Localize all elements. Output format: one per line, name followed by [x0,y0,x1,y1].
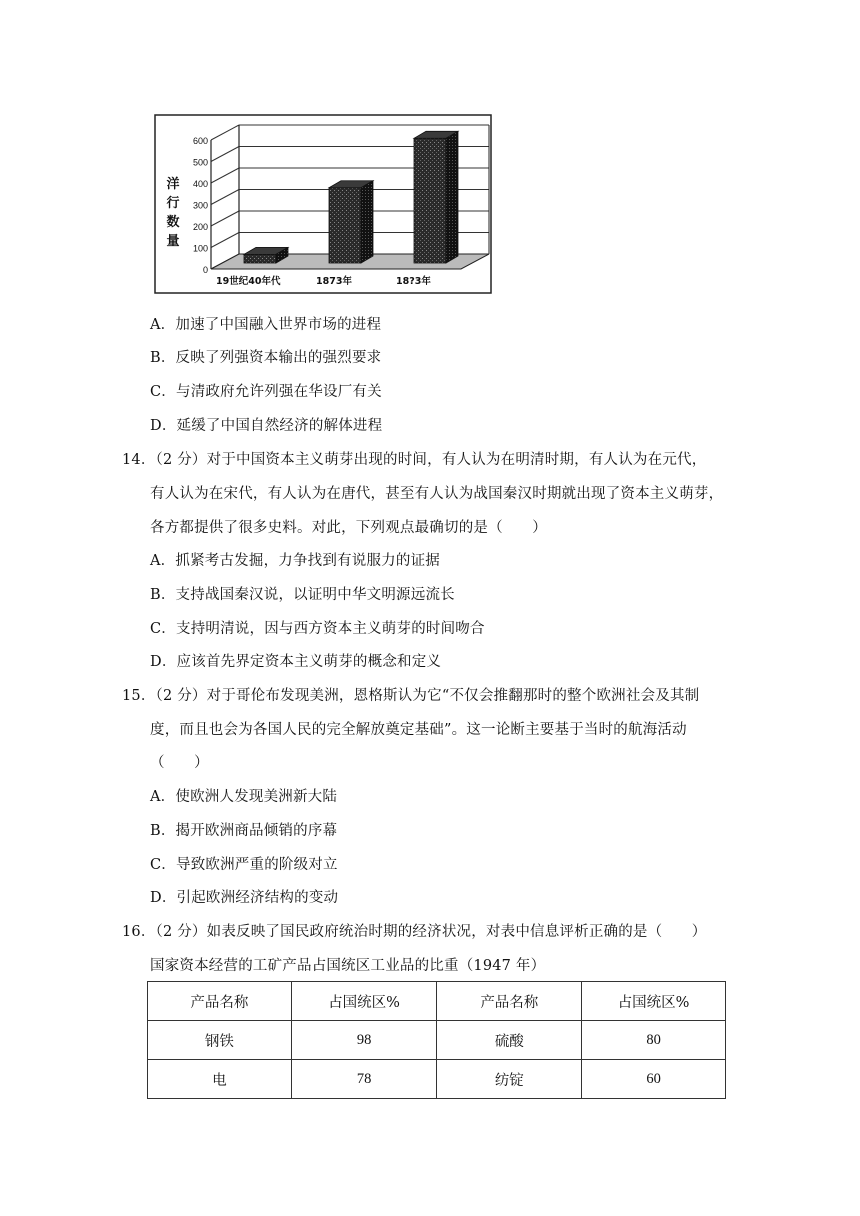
y-tick-label: 0 [202,265,208,275]
y-axis-label-char: 数 [166,215,180,230]
table-cell: 98 [291,1021,437,1060]
table-cell: 80 [582,1021,726,1060]
bar-side-1 [361,181,373,263]
table-header-cell: 占国统区% [291,982,437,1021]
x-tick-label: 18?3年 [396,276,431,287]
q14-stem-line-2: 有人认为在宋代，有人认为在唐代，甚至有人认为战国秦汉时期就出现了资本主义萌芽， [150,486,724,502]
q14-stem-line-3: 各方都提供了很多史料。对此，下列观点最确切的是（ ） [150,520,547,536]
table-cell: 硫酸 [437,1021,582,1060]
table-cell: 电 [148,1060,292,1099]
y-axis-label-char: 量 [166,234,180,249]
table-header-row [148,982,726,1021]
table-header-cell: 产品名称 [437,982,582,1021]
foreign-firms-bar-chart [154,114,492,294]
bar-side-2 [446,131,458,263]
q14-option-c: C．支持明清说，因与西方资本主义萌芽的时间吻合 [150,621,485,637]
q13-option-b: B．反映了列强资本输出的强烈要求 [150,350,382,366]
table-cell: 60 [582,1060,726,1099]
q16-data-table [147,981,726,1099]
table-cell: 纺锭 [437,1060,582,1099]
q15-option-b: B．揭开欧洲商品倾销的序幕 [150,823,338,839]
table-cell: 钢铁 [148,1021,292,1060]
y-axis-label-char: 洋 [166,177,180,192]
q15-stem-line-1: 15．（2 分）对于哥伦布发现美洲，恩格斯认为它“不仅会推翻那时的整个欧洲社会及其制 [122,688,700,704]
q15-option-d: D．引起欧洲经济结构的变动 [150,890,339,906]
bar-1 [329,188,361,263]
q14-option-a: A．抓紧考古发掘，力争找到有说服力的证据 [150,553,440,569]
bar-2 [414,138,446,263]
q13-option-d: D．延缓了中国自然经济的解体进程 [150,418,383,434]
y-axis-label-char: 行 [166,196,180,211]
table-header-cell: 产品名称 [148,982,292,1021]
q14-option-d: D．应该首先界定资本主义萌芽的概念和定义 [150,654,442,670]
q15-stem-line-2: 度，而且也会为各国人民的完全解放奠定基础”。这一论断主要基于当时的航海活动 [150,722,687,738]
q16-stem: 16．（2 分）如表反映了国民政府统治时期的经济状况，对表中信息评析正确的是（ ） [122,924,707,940]
y-tick-label: 200 [192,222,208,232]
x-tick-label: 19世纪40年代 [216,276,281,287]
x-tick-label: 1873年 [316,276,352,287]
table-header-cell: 占国统区% [582,982,726,1021]
table-row [148,1021,726,1060]
q15-option-c: C．导致欧洲严重的阶级对立 [150,857,338,873]
q14-stem-line-1: 14．（2 分）对于中国资本主义萌芽出现的时间，有人认为在明清时期，有人认为在元代， [122,452,707,468]
y-tick-label: 300 [192,200,208,211]
y-tick-label: 100 [192,243,208,254]
q15-stem-line-3: （ ） [150,755,209,771]
table-row [148,1060,726,1099]
y-tick-label: 500 [192,157,208,168]
q16-table-caption: 国家资本经营的工矿产品占国统区工业品的比重（1947 年） [150,958,546,974]
bar-0 [244,254,276,263]
q13-option-a: A．加速了中国融入世界市场的进程 [150,317,382,333]
q13-option-c: C．与清政府允许列强在华设厂有关 [150,384,382,400]
y-tick-label: 600 [192,136,208,146]
q15-option-a: A．使欧洲人发现美洲新大陆 [150,789,338,805]
y-tick-label: 400 [192,179,208,189]
chart-svg [154,114,492,294]
table-cell: 78 [291,1060,437,1099]
q14-option-b: B．支持战国秦汉说，以证明中华文明源远流长 [150,587,455,603]
